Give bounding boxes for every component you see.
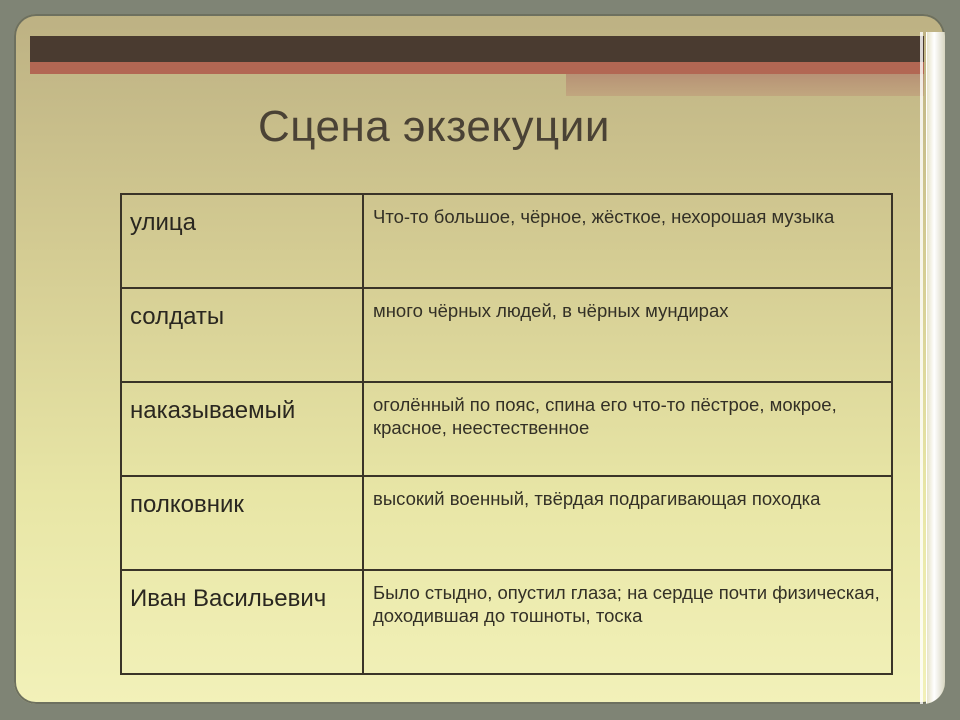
header-band-dark: [30, 36, 924, 62]
table-row: [121, 288, 892, 382]
right-edge-decoration: [926, 32, 945, 704]
row-term: полковник: [121, 476, 363, 570]
slide-title: Сцена экзекуции: [258, 102, 610, 151]
table-row: [121, 570, 892, 674]
row-description: Было стыдно, опустил глаза; на сердце почти физическая, доходившая до тошноты, тоска: [363, 570, 892, 674]
table-row: [121, 476, 892, 570]
row-description: Что-то большое, чёрное, жёсткое, нехорошая музыка: [363, 194, 892, 288]
right-edge-line: [920, 32, 923, 704]
row-term: наказываемый: [121, 382, 363, 476]
row-description: высокий военный, твёрдая подрагивающая походка: [363, 476, 892, 570]
header-band-red: [30, 62, 924, 74]
row-term: улица: [121, 194, 363, 288]
row-term: Иван Васильевич: [121, 570, 363, 674]
row-term: солдаты: [121, 288, 363, 382]
row-description: много чёрных людей, в чёрных мундирах: [363, 288, 892, 382]
table-row: [121, 382, 892, 476]
table-row: [121, 194, 892, 288]
execution-scene-table: [120, 193, 893, 675]
header-band-accent: [566, 74, 924, 96]
slide: [14, 14, 945, 704]
row-description: оголённый по пояс, спина его что-то пёстрое, мокрое, красное, неестественное: [363, 382, 892, 476]
